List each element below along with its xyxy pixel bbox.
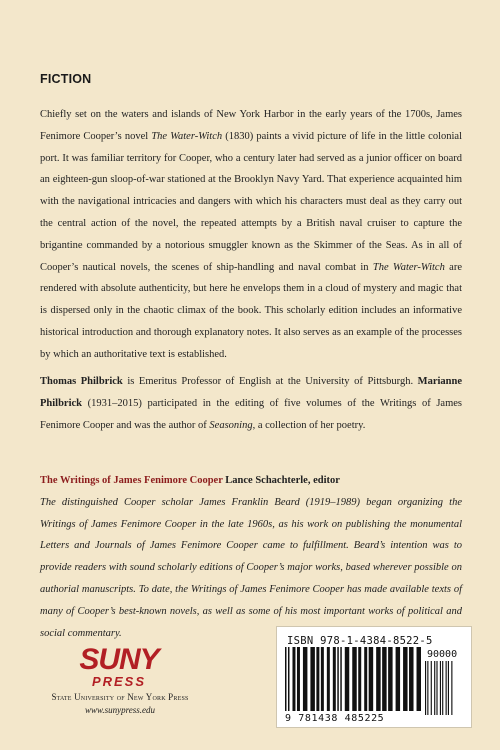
barcode-bar [345,647,349,711]
description-text: (1830) paints a vivid picture of life in the little colonial port. It was familiar territory for Cooper, who a century later had served as a junior officer on board an eighteen-gun sloop-of-war stationed at the Brooklyn Navy Yard. That experience acquainted him with the navigational intricacies and dangers with which his characters must deal as they carry out the central action of the novel, the repeated attempts by a British naval cruiser to capture the brigantine commanded by a notorious smuggler known as the Skimmer of the Seas. As in all of Cooper’s nautical novels, the scenes of ship-handling and naval combat in [40,130,462,273]
logo-text-press: PRESS [91,674,147,689]
publisher-block [40,644,200,715]
barcode-bar [321,647,324,711]
barcode-bar [292,647,295,711]
barcode-bar [364,647,367,711]
barcode-bar [425,661,426,715]
barcode-bar [285,647,286,711]
bio-text: , a collection of her poetry. [252,419,366,431]
book-title-italic: The Water-Witch [151,130,223,142]
barcode-bar [388,647,392,711]
barcode-bar [442,661,443,715]
barcode-bar [403,647,407,711]
series-title: The Writings of James Fenimore Cooper [40,475,223,486]
barcode-bar [436,661,437,715]
barcode-bar [446,661,447,715]
series-heading [40,470,462,492]
barcode-bars [285,647,421,713]
barcode-bar [448,661,449,715]
author-bio [40,371,462,436]
barcode-bar [369,647,373,711]
isbn-label: ISBN 978-1-4384-8522-5 [287,635,433,647]
suny-press-logo [46,644,192,690]
publisher-url: www.sunypress.edu [84,705,155,715]
description-text: Chiefly set on the waters and islands of New York Harbor in the early years of the 1700s, James Fenimore Cooper’s novel [40,109,462,142]
barcode-bar [352,647,356,711]
barcode-bar [358,647,361,711]
barcode-bar [316,647,319,711]
publisher-name: State University of New York Press [51,692,189,702]
book-title-italic: The Water-Witch [372,261,445,273]
barcode-bar [396,647,400,711]
barcode-bar [310,647,314,711]
category-label: FICTION [40,72,92,86]
barcode-bar [382,647,386,711]
price-code: 90000 [427,649,458,660]
series-description: The distinguished Cooper scholar James Franklin Beard (1919–1989) began organizing the Writings of James Fenimore Cooper in the late 1960s, as his work on publishing the monumental Letters and Journals of James Fenimore Cooper came to fulfillment. Beard’s intention was to provide readers with sound scholarly editions of Cooper’s major works, based wherever possible on authorial manuscripts. To date, the Writings of James Fenimore Cooper has made available texts of many of Cooper’s best-known novels, as well as some of his most important works of political and social commentary. [40,496,462,639]
barcode-bar [431,661,432,715]
barcode-bar [327,647,330,711]
barcode-bar [340,647,341,711]
logo-text-suny: SUNY [79,644,159,676]
isbn-barcode [276,626,472,728]
barcode-bar [434,661,435,715]
barcode-bar [297,647,300,711]
author-name: Marianne Philbrick [40,376,462,409]
barcode-bar [376,647,380,711]
series-section [40,470,462,644]
barcode-bar [288,647,289,711]
barcode-bar [337,647,338,711]
barcode-bar [409,647,413,711]
barcode-bar [440,661,441,715]
price-barcode-bars [425,661,465,715]
barcode-number: 9 781438 485225 [285,713,385,724]
description-text: are rendered with absolute authenticity, but here he envelops them in a cloud of mystery and magic that is dispersed only in the chaotic climax of the book. This scholarly edition includes an informative historical introduction and thorough explanatory notes. It also serves as an example of the processes by which an authoritative text is established. [40,261,462,360]
bio-text: is Emeritus Professor of English at the University of Pittsburgh. [122,376,418,387]
barcode-bar [417,647,421,711]
barcode-bar [333,647,336,711]
barcode-bar [303,647,307,711]
author-name: Thomas Philbrick [40,376,123,387]
book-description [40,104,462,366]
barcode-bar [427,661,428,715]
bio-text: (1931–2015) participated in the editing of five volumes of the Writings of James Fenimore Cooper and was the author of [40,397,462,431]
poetry-title: Seasoning [209,419,253,431]
series-editor: Lance Schachterle, editor [222,475,340,486]
barcode-bar [451,661,452,715]
